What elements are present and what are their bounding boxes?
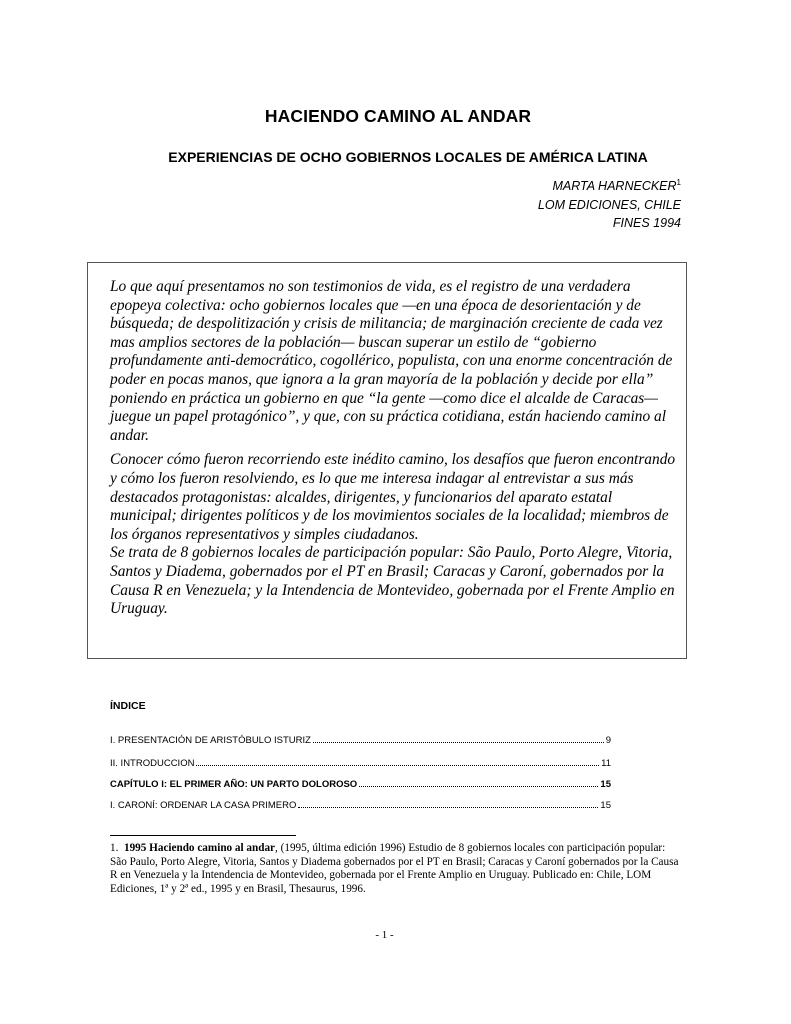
- toc-entry-presentacion[interactable]: [110, 734, 611, 746]
- toc-entry-page: 15: [600, 779, 611, 790]
- footnote-number: 1.: [110, 842, 119, 854]
- footnote: [110, 842, 680, 896]
- toc-entry-label: I. CARONÍ: ORDENAR LA CASA PRIMERO: [110, 800, 297, 811]
- document-subtitle: EXPERIENCIAS DE OCHO GOBIERNOS LOCALES DE AMÉRICA LATINA: [168, 149, 648, 165]
- toc-entry-caroni[interactable]: [110, 799, 611, 811]
- abstract-paragraph-3: Se trata de 8 gobiernos locales de participación popular: São Paulo, Porto Alegre, Vitoria, Santos y Diadema, gobernados por el PT en Brasil; Caracas y Caroní, gobernados por la Causa R en Venezuela; y la Intendencia de Montevideo, gobernada por el Frente Amplio en Uruguay.: [110, 544, 675, 618]
- toc-entry-introduccion[interactable]: [110, 757, 611, 769]
- author-name: MARTA HARNECKER: [552, 179, 677, 193]
- index-heading: ÍNDICE: [110, 700, 146, 712]
- author-line: [538, 177, 681, 196]
- toc-entry-label: II. INTRODUCCION: [110, 758, 195, 769]
- abstract-paragraph-2: Conocer cómo fueron recorriendo este inédito camino, los desafíos que fueron encontrando y cómo los fueron resolviendo, es lo que me interesa indagar al entrevistar a sus más destacados protagonistas: alcaldes, dirigentes, y funcionarios del aparato estatal municipal; dirigentes políticos y de los movimientos sociales de la localidad; miembros de los órganos representativos y simples ciudadanos.: [110, 451, 676, 543]
- toc-entry-page: 11: [601, 758, 611, 769]
- toc-leader: [313, 734, 604, 743]
- document-title: HACIENDO CAMINO AL ANDAR: [264, 106, 532, 126]
- publication-date: FINES 1994: [612, 216, 681, 230]
- publication-info: [538, 177, 681, 233]
- toc-leader: [359, 778, 598, 787]
- footnote-marker[interactable]: 1: [676, 178, 681, 187]
- footnote-divider: [110, 835, 296, 836]
- toc-entry-label: CAPÍTULO I: EL PRIMER AÑO: UN PARTO DOLOROSO: [110, 779, 358, 790]
- footnote-text: , (1995, última edición 1996) Estudio de 8 gobiernos locales con participación popular: São Paulo, Porto Alegre, Vitoria, Santos y Diadema gobernados por el PT en Brasil; Caracas y Caroní gobernados por la Causa R en Venezuela y la Intendencia de Montevideo, gobernada por el Frente Amplio en Uruguay. Publicado en: Chile, LOM Ediciones, 1ª y 2ª ed., 1995 y en Brasil, Thesaurus, 1996.: [110, 842, 679, 895]
- toc-entry-page: 15: [600, 800, 611, 811]
- toc-entry-label: I. PRESENTACIÓN DE ARISTÓBULO ISTURIZ: [110, 735, 311, 746]
- abstract-box: [87, 262, 687, 659]
- publisher: LOM EDICIONES, CHILE: [537, 197, 681, 212]
- toc-entry-page: 9: [605, 735, 611, 746]
- toc-leader: [196, 757, 599, 766]
- toc-leader: [298, 799, 598, 808]
- page-number: - 1 -: [375, 929, 394, 941]
- footnote-title: 1995 Haciendo camino al andar: [123, 842, 276, 854]
- abstract-text: [110, 278, 680, 619]
- toc-entry-capitulo-1[interactable]: [110, 778, 611, 790]
- abstract-paragraph-1: Lo que aquí presentamos no son testimonios de vida, es el registro de una verdadera epopeya colectiva: ocho gobiernos locales que —en una época de desorientación y de búsqueda; de despolitización y crisis de militancia; de marginación creciente de cada vez mas amplios sectores de la población— buscan superar un estilo de “gobierno profundamente anti-democrático, cogollérico, populista, con una enorme concentración de poder en pocas manos, que ignora a la gran mayoría de la población y decide por ella” poniendo en práctica un gobierno en que “la gente —como dice el alcalde de Caracas— juegue un papel protagónico”, y que, con su práctica cotidiana, están haciendo camino al andar.: [110, 278, 673, 444]
